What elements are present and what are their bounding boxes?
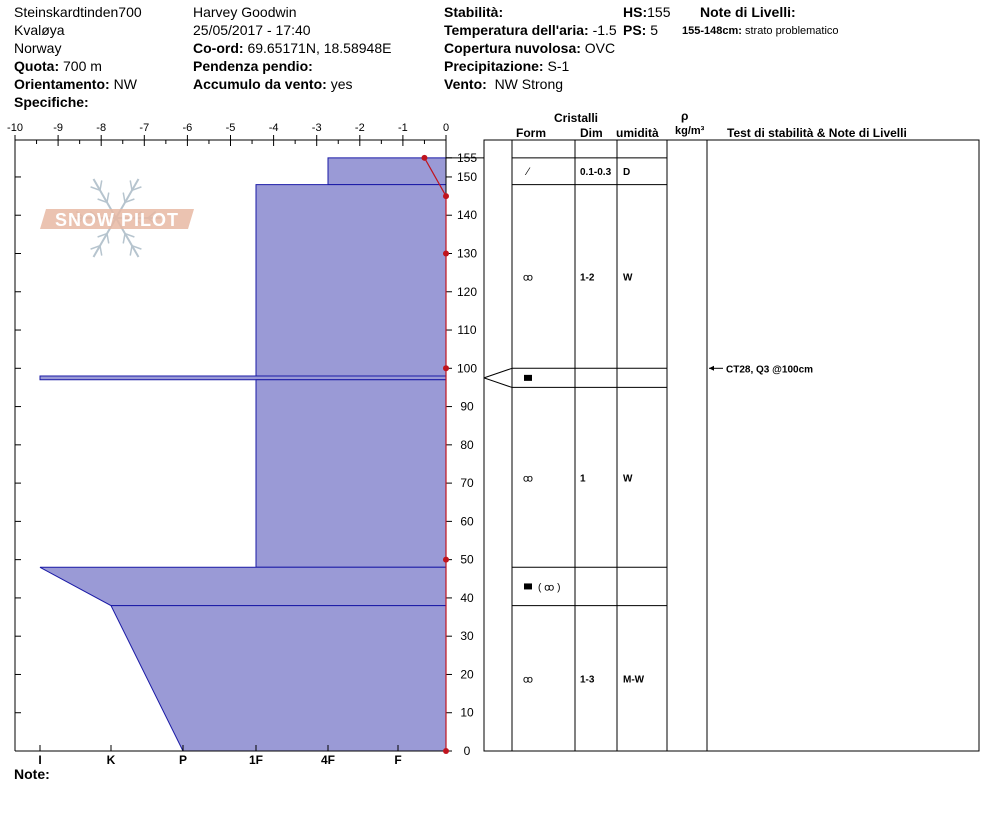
depth-tick-label: 130 xyxy=(456,246,478,261)
depth-tick-label: 90 xyxy=(460,399,474,414)
temperature-point xyxy=(443,193,449,199)
depth-tick-label: 100 xyxy=(456,361,478,376)
hardness-layer xyxy=(256,185,446,376)
temp-tick-label: -2 xyxy=(354,122,365,134)
size-value: 0.1-0.3 xyxy=(580,167,612,179)
layer-note: 155-148cm: strato problematico xyxy=(682,25,839,37)
note-label: Note: xyxy=(14,766,50,782)
depth-tick-label: 155 xyxy=(456,150,478,165)
moisture-value: M-W xyxy=(623,674,645,686)
depth-tick-label: 10 xyxy=(460,705,474,720)
temp-tick-label: -3 xyxy=(311,122,322,134)
specifics-label: Specifiche: xyxy=(14,94,89,110)
snowflake-branch xyxy=(130,180,132,190)
wind-loading: Accumulo da vento: yes xyxy=(193,76,353,92)
size-value: 1-2 xyxy=(580,272,595,284)
layer-table xyxy=(446,140,979,751)
form-symbol xyxy=(524,583,532,589)
penetration: PS: 5 xyxy=(623,22,659,38)
hardness-tick-label: I xyxy=(38,753,42,767)
snowflake-branch xyxy=(123,193,125,203)
depth-tick-label: 20 xyxy=(460,667,474,682)
hardness-layer xyxy=(40,376,446,380)
form-symbol: ꝏ xyxy=(522,473,534,485)
size-header: Dim xyxy=(580,126,603,140)
temperature-point xyxy=(421,155,427,161)
air-temperature: Temperatura dell'aria: -1.5 xyxy=(444,22,617,38)
test-arrow-head xyxy=(709,366,714,371)
coordinates: Co-ord: 69.65171N, 18.58948E xyxy=(193,40,392,56)
temp-tick-label: 0 xyxy=(442,122,450,134)
boundary-connector xyxy=(484,378,512,388)
temp-tick-label: -1 xyxy=(398,122,408,134)
hardness-layer xyxy=(256,380,446,568)
density-unit: kg/m³ xyxy=(675,125,705,137)
hardness-layer xyxy=(111,606,446,751)
snowflake-branch xyxy=(130,246,132,256)
form-symbol: ꝏ xyxy=(522,674,534,686)
depth-tick-label: 40 xyxy=(460,590,474,605)
stability-label: Stabilità: xyxy=(444,4,504,20)
temperature-point xyxy=(443,557,449,563)
snowflake-branch xyxy=(100,246,102,256)
moisture-value: W xyxy=(623,473,633,485)
depth-tick-label: 70 xyxy=(460,476,474,491)
snowpilot-logo xyxy=(40,179,194,257)
elevation: Quota: 700 m xyxy=(14,58,102,74)
snow-height: HS:155 xyxy=(623,4,671,20)
site-name: Steinskardtinden700 xyxy=(14,4,142,20)
region: Kvaløya xyxy=(14,22,65,38)
temp-tick-label: -6 xyxy=(182,122,193,134)
aspect: Orientamento: NW xyxy=(14,76,137,92)
precipitation: Precipitazione: S-1 xyxy=(444,58,570,74)
size-value: 1-3 xyxy=(580,674,595,686)
hardness-tick-label: 1F xyxy=(248,753,264,767)
slope-label: Pendenza pendio: xyxy=(193,58,313,74)
form-symbol: ⁄ xyxy=(527,166,529,179)
form-symbol: ꝏ xyxy=(522,272,534,284)
depth-tick-label: 150 xyxy=(456,169,478,184)
temperature-point xyxy=(443,365,449,371)
temp-tick-label: -5 xyxy=(225,122,236,134)
boundary-connector xyxy=(484,368,512,378)
hardness-tick-label: F xyxy=(394,753,402,767)
moisture-value: D xyxy=(623,167,631,179)
depth-tick-label: 120 xyxy=(456,284,478,299)
density-symbol: ρ xyxy=(681,109,689,123)
logo-text: SNOW PILOT xyxy=(55,210,179,230)
form-symbol xyxy=(524,375,532,381)
temp-tick-label: -9 xyxy=(53,122,63,134)
depth-tick-label: 30 xyxy=(460,629,474,644)
table-frame xyxy=(484,140,979,751)
datetime: 25/05/2017 - 17:40 xyxy=(193,22,311,38)
crystals-header: Cristalli xyxy=(554,111,599,125)
temp-tick-label: -4 xyxy=(268,122,279,134)
depth-tick-label: 50 xyxy=(460,552,474,567)
test-note: CT28, Q3 @100cm xyxy=(726,364,814,376)
depth-tick-label: 140 xyxy=(456,208,478,223)
depth-tick-label: 60 xyxy=(460,514,474,529)
moisture-value: W xyxy=(623,272,633,284)
form-header: Form xyxy=(516,126,546,140)
hardness-tick-label: 4F xyxy=(320,753,336,767)
snowflake-branch xyxy=(107,193,109,203)
snowflake-branch xyxy=(107,234,109,244)
form-symbol-secondary: ( ꝏ ) xyxy=(538,582,561,594)
hardness-layer xyxy=(328,158,446,185)
wind: Vento: NW Strong xyxy=(444,76,564,92)
depth-tick-label: 80 xyxy=(460,437,474,452)
size-value: 1 xyxy=(580,473,586,485)
temp-tick-label: -8 xyxy=(96,122,107,134)
moisture-header: umidità xyxy=(616,126,659,140)
cloud-cover: Copertura nuvolosa: OVC xyxy=(444,40,616,56)
hardness-tick-label: K xyxy=(106,753,116,767)
tests-header: Test di stabilità & Note di Livelli xyxy=(727,126,907,140)
temp-tick-label: -7 xyxy=(139,122,150,134)
temperature-point xyxy=(443,748,449,754)
snowflake-branch xyxy=(123,234,125,244)
temp-tick-label: -10 xyxy=(7,122,23,134)
temperature-point xyxy=(443,250,449,256)
depth-tick-label: 0 xyxy=(463,744,471,758)
observer: Harvey Goodwin xyxy=(193,4,297,20)
hardness-layer xyxy=(40,567,446,605)
country: Norway xyxy=(14,40,62,56)
layer-notes-label: Note di Livelli: xyxy=(700,4,796,20)
hardness-tick-label: P xyxy=(178,753,188,767)
depth-tick-label: 110 xyxy=(457,323,477,338)
snowflake-branch xyxy=(100,180,102,190)
